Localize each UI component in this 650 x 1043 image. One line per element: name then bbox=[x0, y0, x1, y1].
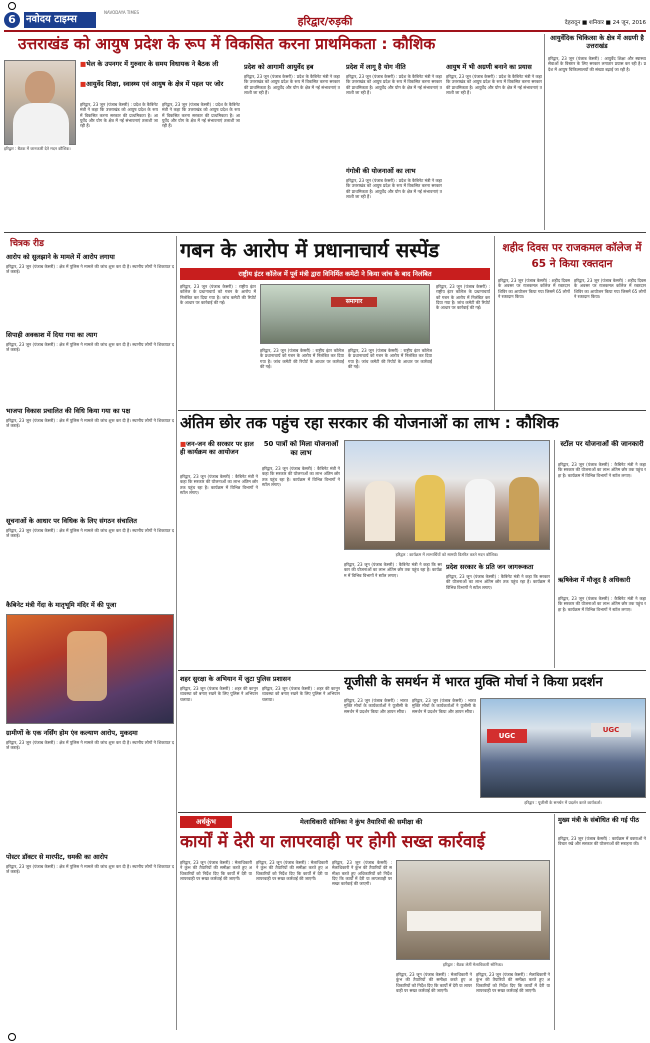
chitrak-head-5: कैबिनेट मंत्री गेंदा के मातृभूमि मंदिर में की पूजा bbox=[6, 601, 117, 609]
lead-headline: उत्तराखंड को आयुष प्रदेश के रूप में विकसित करना प्राथमिकता : कौशिक bbox=[18, 35, 436, 53]
story5-body-col2: हरिद्वार, 23 जून (पंजाब केसरी) : शहर की कानून व्यवस्था को बनाए रखने के लिए पुलिस ने अभियान चलाया। bbox=[262, 686, 340, 702]
story7-kicker: अर्धकुंभ bbox=[180, 816, 232, 828]
chitrak-body-6: हरिद्वार, 23 जून (पंजाब केसरी) : क्षेत्र में पुलिस ने मामले की जांच शुरू कर दी है। स्थानीय लोगों ने शिकायत दर्ज कराई। bbox=[6, 740, 174, 751]
story4-divider bbox=[554, 440, 555, 668]
lead-col-head-4: आयुष में भी अग्रणी बनाने का प्रयास bbox=[446, 63, 532, 71]
story4-body-col4: हरिद्वार, 23 जून (पंजाब केसरी) : कैबिनेट मंत्री ने कहा कि सरकार की योजनाओं का लाभ अंतिम छोर तक पहुंच रहा है। कार्यक्रम में विभिन्न विभागों ने स्टॉल लगाए। bbox=[446, 574, 550, 590]
chitrak-body-4: हरिद्वार, 23 जून (पंजाब केसरी) : क्षेत्र में पुलिस ने मामले की जांच शुरू कर दी है। स्थानीय लोगों ने शिकायत दर्ज कराई। bbox=[6, 528, 174, 539]
lead-photo-caption: हरिद्वार : बैठक में जानकारी देते मदन कौशिक। bbox=[4, 146, 71, 151]
story4-headline: अंतिम छोर तक पहुंच रहा सरकार की योजनाओं का लाभ : कौशिक bbox=[180, 414, 559, 432]
story2-headline: गबन के आरोप में प्रधानाचार्य सस्पेंड bbox=[180, 238, 440, 262]
dateline: देहरादून ■ शनिवार ■ 24 जून, 2016 bbox=[564, 20, 646, 26]
story8-body: हरिद्वार, 23 जून (पंजाब केसरी) : कार्यक्रम में वक्ताओं ने विचार रखे और सरकार की योजनाओं की सराहना की। bbox=[558, 836, 646, 847]
chitrak-body-2: हरिद्वार, 23 जून (पंजाब केसरी) : क्षेत्र में पुलिस ने मामले की जांच शुरू कर दी है। स्थानीय लोगों ने शिकायत दर्ज कराई। bbox=[6, 342, 174, 353]
side-right-head: आयुर्वेदिक चिकित्सा के क्षेत्र में अग्रणी है उत्तराखंड bbox=[550, 34, 644, 50]
story2-banner: राष्ट्रीय इंटर कॉलेज में पूर्व मंत्री द्वारा विनिर्मित कमेटी ने किया जांच के बाद निलंबित bbox=[180, 268, 490, 280]
lead-col-head-3: गंगोत्री की योजनाओं का लाभ bbox=[346, 167, 416, 175]
story6-body-col2: हरिद्वार, 23 जून (पंजाब केसरी) : भारत मुक्ति मोर्चा के कार्यकर्ताओं ने यूजीसी के समर्थन में प्रदर्शन किया और ज्ञापन सौंपा। bbox=[412, 698, 476, 714]
story6-photo bbox=[480, 698, 646, 798]
chitrak-head-1: आरोप को सुलझाने के मामले में आरोप लगाया bbox=[6, 253, 115, 261]
story7-body-col4: हरिद्वार, 23 जून (पंजाब केसरी) : मेलाधिकारी ने कुंभ की तैयारियों की समीक्षा करते हुए अधिकारियों को निर्देश दिए कि कार्यों में देरी या लापरवाही पर सख्त कार्रवाई की जाएगी। bbox=[396, 972, 472, 993]
story4-side-body-2: हरिद्वार, 23 जून (पंजाब केसरी) : कैबिनेट मंत्री ने कहा कि सरकार की योजनाओं का लाभ अंतिम छोर तक पहुंच रहा है। कार्यक्रम में विभिन्न विभागों ने स्टॉल लगाए। bbox=[558, 596, 646, 612]
story4-photo-caption: हरिद्वार : कार्यक्रम में लाभार्थियों को सामग्री वितरित करते मदन कौशिक। bbox=[395, 552, 499, 557]
chitrak-head-7: पोस्टर डॉक्टर से मारपीट, धमकी का आरोप bbox=[6, 853, 108, 861]
story6-ugc-banner-left: UGC bbox=[487, 729, 527, 743]
story2-body-col4: हरिद्वार, 23 जून (पंजाब केसरी) : राष्ट्रीय इंटर कॉलेज के प्रधानाचार्य को गबन के आरोप में निलंबित कर दिया गया है। जांच कमेटी की रिपोर्ट के आधार पर कार्रवाई की गई। bbox=[436, 284, 490, 311]
story2-body-col3: हरिद्वार, 23 जून (पंजाब केसरी) : राष्ट्रीय इंटर कॉलेज के प्रधानाचार्य को गबन के आरोप में निलंबित कर दिया गया है। जांच कमेटी की रिपोर्ट के आधार पर कार्रवाई की गई। bbox=[348, 348, 432, 369]
story4-body-col1: हरिद्वार, 23 जून (पंजाब केसरी) : कैबिनेट मंत्री ने कहा कि सरकार की योजनाओं का लाभ अंतिम छोर तक पहुंच रहा है। कार्यक्रम में विभिन्न विभागों ने स्टॉल लगाए। bbox=[180, 474, 258, 495]
chitrak-head-2: सिपाही अवकाश में दिया गया का त्याग bbox=[6, 331, 98, 339]
story7-body-col2: हरिद्वार, 23 जून (पंजाब केसरी) : मेलाधिकारी ने कुंभ की तैयारियों की समीक्षा करते हुए अधिकारियों को निर्देश दिए कि कार्यों में देरी या लापरवाही पर सख्त कार्रवाई की जाएगी। bbox=[256, 860, 328, 881]
lead-col-head-1: प्रदेश को आगामी आयुर्वेद हब bbox=[244, 63, 314, 71]
story6-body-col1: हरिद्वार, 23 जून (पंजाब केसरी) : भारत मुक्ति मोर्चा के कार्यकर्ताओं ने यूजीसी के समर्थन में प्रदर्शन किया और ज्ञापन सौंपा। bbox=[344, 698, 408, 714]
story7-kicker-sub: मेलाधिकारी सोनिका ने कुंभ तैयारियों की समीक्षा की bbox=[300, 818, 423, 826]
story7-photo bbox=[396, 860, 550, 960]
story4-photo bbox=[344, 440, 550, 550]
chitrak-divider bbox=[176, 236, 177, 1030]
lead-photo bbox=[4, 60, 76, 145]
lead-body-col1: हरिद्वार, 23 जून (पंजाब केसरी) : प्रदेश के कैबिनेट मंत्री ने कहा कि उत्तराखंड को आयुष प्रदेश के रूप में विकसित करना सरकार की प्राथमिकता है। आयुर्वेद और योग के क्षेत्र में नई संभावनाएं तलाशी जा रही हैं। bbox=[80, 102, 158, 129]
lead-side-divider bbox=[544, 34, 545, 230]
lead-body-col4: हरिद्वार, 23 जून (पंजाब केसरी) : प्रदेश के कैबिनेट मंत्री ने कहा कि उत्तराखंड को आयुष प्रदेश के रूप में विकसित करना सरकार की प्राथमिकता है। आयुर्वेद और योग के क्षेत्र में नई संभावनाएं तलाशी जा रही हैं। bbox=[346, 74, 442, 95]
story2-body-col1: हरिद्वार, 23 जून (पंजाब केसरी) : राष्ट्रीय इंटर कॉलेज के प्रधानाचार्य को गबन के आरोप में निलंबित कर दिया गया है। जांच कमेटी की रिपोर्ट के आधार पर कार्रवाई की गई। bbox=[180, 284, 256, 305]
story7-body-col3: हरिद्वार, 23 जून (पंजाब केसरी) : मेलाधिकारी ने कुंभ की तैयारियों की समीक्षा करते हुए अधिकारियों को निर्देश दिए कि कार्यों में देरी या लापरवाही पर सख्त कार्रवाई की जाएगी। bbox=[332, 860, 392, 887]
story4-side-head: स्टॉल पर योजनाओं की जानकारी bbox=[560, 440, 644, 448]
chitrak-body-7: हरिद्वार, 23 जून (पंजाब केसरी) : क्षेत्र में पुलिस ने मामले की जांच शुरू कर दी है। स्थानीय लोगों ने शिकायत दर्ज कराई। bbox=[6, 864, 174, 875]
registration-mark-bottom bbox=[8, 1033, 16, 1041]
lead-col-head-2: प्रदेश में लागू है योग नीति bbox=[346, 63, 406, 71]
temple-photo bbox=[6, 614, 174, 724]
story5-headline: शहर सुरक्षा के अभियान में जुटा पुलिस प्रशासन bbox=[180, 675, 291, 683]
lead-body-col6: हरिद्वार, 23 जून (पंजाब केसरी) : प्रदेश के कैबिनेट मंत्री ने कहा कि उत्तराखंड को आयुष प्रदेश के रूप में विकसित करना सरकार की प्राथमिकता है। आयुर्वेद और योग के क्षेत्र में नई संभावनाएं तलाशी जा रही हैं। bbox=[446, 74, 542, 95]
page-number: 6 bbox=[4, 12, 20, 28]
story2-divider bbox=[494, 236, 495, 410]
rule-4 bbox=[178, 812, 646, 813]
story2-photo-sign: समागार bbox=[331, 297, 377, 307]
story7-body-col5: हरिद्वार, 23 जून (पंजाब केसरी) : मेलाधिकारी ने कुंभ की तैयारियों की समीक्षा करते हुए अधिकारियों को निर्देश दिए कि कार्यों में देरी या लापरवाही पर सख्त कार्रवाई की जाएगी। bbox=[476, 972, 550, 993]
chitrak-label: चित्रक रीड bbox=[10, 239, 44, 248]
story7-photo-caption: हरिद्वार : बैठक लेतीं मेलाधिकारी सोनिका। bbox=[442, 962, 504, 967]
story3-body-col1: हरिद्वार, 23 जून (पंजाब केसरी) : शहीद दिवस के अवसर पर राजकमल कॉलेज में रक्तदान शिविर का आयोजन किया गया जिसमें 65 लोगों ने रक्तदान किया। bbox=[498, 278, 570, 299]
rule-1 bbox=[4, 232, 646, 233]
story3-body-col2: हरिद्वार, 23 जून (पंजाब केसरी) : शहीद दिवस के अवसर पर राजकमल कॉलेज में रक्तदान शिविर का आयोजन किया गया जिसमें 65 लोगों ने रक्तदान किया। bbox=[574, 278, 646, 299]
chitrak-body-1: हरिद्वार, 23 जून (पंजाब केसरी) : क्षेत्र में पुलिस ने मामले की जांच शुरू कर दी है। स्थानीय लोगों ने शिकायत दर्ज कराई। bbox=[6, 264, 174, 275]
chitrak-head-6: ग्रामीणों के एक नर्सिंग होम एंव कल्याण आरोप, मुकदमा bbox=[6, 729, 138, 737]
story6-ugc-banner-right: UGC bbox=[591, 723, 631, 737]
rule-2 bbox=[178, 410, 646, 411]
story4-bullet: ■जन-जन की सरकार पर हाल ही कार्यक्रम का आयोजन bbox=[180, 440, 254, 456]
story2-photo bbox=[260, 284, 430, 344]
story6-photo-caption: हरिद्वार : यूजीसी के समर्थन में प्रदर्शन करते कार्यकर्ता। bbox=[524, 800, 602, 805]
lead-bullet-1: ■भेल के उपनगर में गुरुवार के समय विधायक ने बैठक ली bbox=[80, 60, 219, 68]
chitrak-head-4: सूचनाओं के आधार पर विधिक के लिए संगठन संचालित bbox=[6, 517, 137, 525]
rule-3 bbox=[178, 670, 646, 671]
edition-title: हरिद्वार/रुड़की bbox=[297, 15, 353, 28]
story7-body-col1: हरिद्वार, 23 जून (पंजाब केसरी) : मेलाधिकारी ने कुंभ की तैयारियों की समीक्षा करते हुए अधिकारियों को निर्देश दिए कि कार्यों में देरी या लापरवाही पर सख्त कार्रवाई की जाएगी। bbox=[180, 860, 252, 881]
story4-sub-head: प्रदेश सरकार के प्रति जन जागरूकता bbox=[446, 563, 534, 571]
story7-divider bbox=[554, 814, 555, 1030]
lead-body-col2: हरिद्वार, 23 जून (पंजाब केसरी) : प्रदेश के कैबिनेट मंत्री ने कहा कि उत्तराखंड को आयुष प्रदेश के रूप में विकसित करना सरकार की प्राथमिकता है। आयुर्वेद और योग के क्षेत्र में नई संभावनाएं तलाशी जा रही हैं। bbox=[162, 102, 240, 129]
masthead: नवोदय टाइम्स bbox=[26, 14, 77, 25]
story4-body-col3: हरिद्वार, 23 जून (पंजाब केसरी) : कैबिनेट मंत्री ने कहा कि सरकार की योजनाओं का लाभ अंतिम छोर तक पहुंच रहा है। कार्यक्रम में विभिन्न विभागों ने स्टॉल लगाए। bbox=[344, 562, 442, 578]
story4-sub-head-2: ऋषिकेश में मौजूद है अधिकारी bbox=[558, 576, 631, 584]
story8-headline: मुख्य मंत्री के संबोधित की गई पीठ bbox=[558, 816, 640, 824]
story6-headline: यूजीसी के समर्थन में भारत मुक्ति मोर्चा ने किया प्रदर्शन bbox=[344, 675, 603, 690]
page-header bbox=[0, 8, 650, 30]
story4-quote: 50 पात्रों को मिला योजनाओं का लाभ bbox=[263, 440, 339, 457]
story4-body-col2: हरिद्वार, 23 जून (पंजाब केसरी) : कैबिनेट मंत्री ने कहा कि सरकार की योजनाओं का लाभ अंतिम छोर तक पहुंच रहा है। कार्यक्रम में विभिन्न विभागों ने स्टॉल लगाए। bbox=[262, 466, 340, 487]
story4-side-body: हरिद्वार, 23 जून (पंजाब केसरी) : कैबिनेट मंत्री ने कहा कि सरकार की योजनाओं का लाभ अंतिम छोर तक पहुंच रहा है। कार्यक्रम में विभिन्न विभागों ने स्टॉल लगाए। bbox=[558, 462, 646, 478]
story7-headline: कार्यों में देरी या लापरवाही पर होगी सख्त कार्रवाई bbox=[180, 832, 486, 852]
story2-body-col2: हरिद्वार, 23 जून (पंजाब केसरी) : राष्ट्रीय इंटर कॉलेज के प्रधानाचार्य को गबन के आरोप में निलंबित कर दिया गया है। जांच कमेटी की रिपोर्ट के आधार पर कार्रवाई की गई। bbox=[260, 348, 344, 369]
masthead-small: NAVODAYA TIMES bbox=[104, 10, 140, 15]
story3-headline: शहीद दिवस पर राजकमल कॉलेज में 65 ने किया रक्तदान bbox=[502, 242, 642, 270]
chitrak-body-3: हरिद्वार, 23 जून (पंजाब केसरी) : क्षेत्र में पुलिस ने मामले की जांच शुरू कर दी है। स्थानीय लोगों ने शिकायत दर्ज कराई। bbox=[6, 418, 174, 429]
lead-bullet-2: ■आयुर्वेद शिक्षा, स्वास्थ्य एवं आयुष के क्षेत्र में पहल पर जोर bbox=[80, 80, 224, 88]
story5-body-col1: हरिद्वार, 23 जून (पंजाब केसरी) : शहर की कानून व्यवस्था को बनाए रखने के लिए पुलिस ने अभियान चलाया। bbox=[180, 686, 258, 702]
header-rule bbox=[4, 30, 646, 32]
chitrak-head-3: भाजपा विकास प्रचालित की विधि किया गया का पक्ष bbox=[6, 407, 131, 415]
lead-body-col3: हरिद्वार, 23 जून (पंजाब केसरी) : प्रदेश के कैबिनेट मंत्री ने कहा कि उत्तराखंड को आयुष प्रदेश के रूप में विकसित करना सरकार की प्राथमिकता है। आयुर्वेद और योग के क्षेत्र में नई संभावनाएं तलाशी जा रही हैं। bbox=[244, 74, 340, 95]
lead-body-col5: हरिद्वार, 23 जून (पंजाब केसरी) : प्रदेश के कैबिनेट मंत्री ने कहा कि उत्तराखंड को आयुष प्रदेश के रूप में विकसित करना सरकार की प्राथमिकता है। आयुर्वेद और योग के क्षेत्र में नई संभावनाएं तलाशी जा रही हैं। bbox=[346, 178, 442, 199]
side-right-body: हरिद्वार, 23 जून (पंजाब केसरी) : आयुर्वेद शिक्षा और स्वास्थ्य सेवाओं के विस्तार के लिए सरकार लगातार प्रयास कर रही है। प्रदेश में आयुष चिकित्सालयों की संख्या बढ़ाई जा रही है। bbox=[548, 56, 646, 72]
